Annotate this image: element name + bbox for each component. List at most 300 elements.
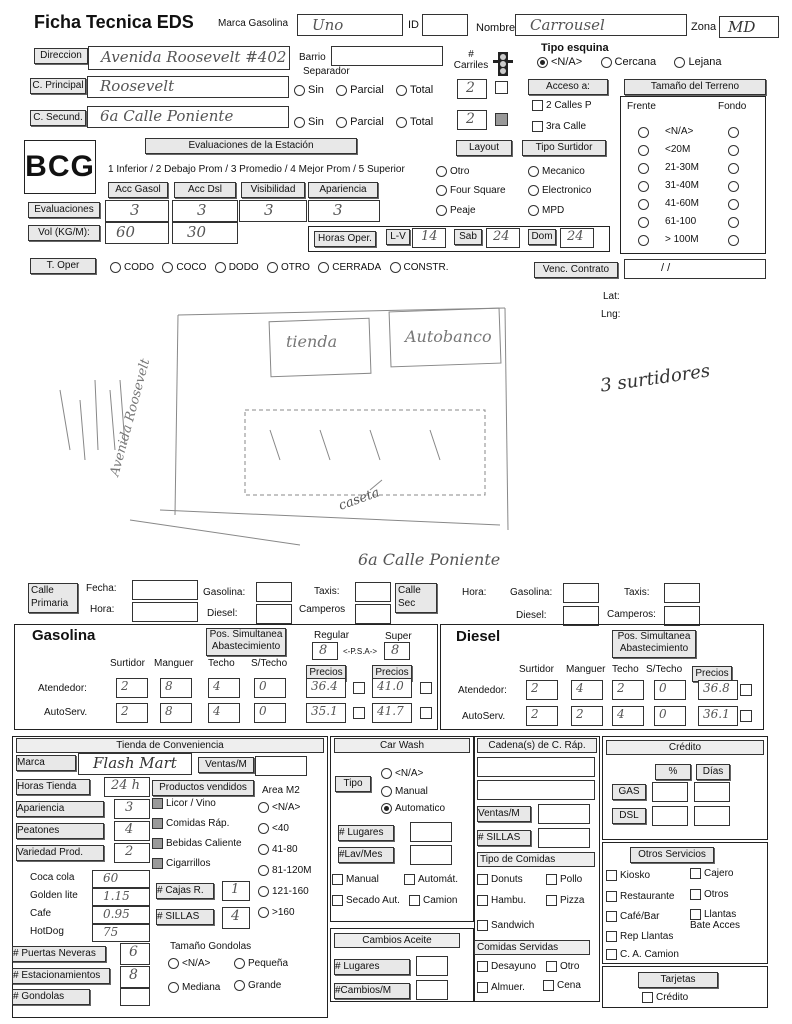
gas-cell-value: 4 xyxy=(213,679,221,693)
credito-title: Crédito xyxy=(606,740,764,755)
precio-row-value: 1.15 xyxy=(103,889,130,903)
gond-na[interactable] xyxy=(168,958,210,969)
producto-item[interactable] xyxy=(152,838,242,849)
servida-cena[interactable] xyxy=(543,980,581,991)
acceso-2calles: 2 Calles P xyxy=(546,100,592,112)
layout-label: Layout xyxy=(456,140,512,156)
horas-oper-label: Horas Oper. xyxy=(314,231,376,247)
tienda-row-value: 3 xyxy=(125,800,134,815)
vol-dsl-field[interactable] xyxy=(172,222,238,244)
area-option[interactable] xyxy=(258,823,289,834)
tarjetas-title: Tarjetas xyxy=(638,972,718,988)
toper-cerrada: CERRADA xyxy=(332,262,382,274)
dsl-cell[interactable] xyxy=(526,680,558,700)
terreno-option-label: <N/A> xyxy=(665,126,694,137)
camperos-count[interactable] xyxy=(355,604,391,624)
sab-value: 24 xyxy=(493,229,510,244)
sep-total-principal: Total xyxy=(410,84,434,96)
precio-row-field[interactable] xyxy=(92,870,150,888)
servida-almuer[interactable] xyxy=(477,982,525,993)
hora-sec-label: Hora: xyxy=(462,587,487,598)
gond-na-label: <N/A> xyxy=(182,958,211,970)
marca-gasolina-field[interactable] xyxy=(297,14,403,36)
sketch-surtidores: 3 surtidores xyxy=(599,360,712,397)
sketch-tienda: tienda xyxy=(286,332,338,351)
surtidor-mpd[interactable] xyxy=(528,205,564,216)
lv-field[interactable] xyxy=(412,228,446,248)
carriles-label: # Carriles xyxy=(453,49,489,71)
fondo-radio[interactable] xyxy=(728,145,739,156)
carwash-na[interactable] xyxy=(381,768,423,779)
marca-gasolina-value: Uno xyxy=(312,16,344,34)
layout-four-square[interactable] xyxy=(436,185,506,196)
dsl-cell-value: 36.8 xyxy=(703,681,730,695)
tienda-row-field[interactable] xyxy=(114,799,150,819)
carriles-secund-field[interactable] xyxy=(457,110,487,130)
super-psa-field[interactable] xyxy=(384,642,410,660)
toper-constr: CONSTR. xyxy=(403,262,449,274)
neveras-label: # Puertas Neveras xyxy=(12,946,106,962)
cadenas-ventas-field[interactable] xyxy=(538,804,590,824)
c-secund-field[interactable] xyxy=(87,106,289,128)
layout-peaje[interactable] xyxy=(436,205,476,216)
tienda-horas-field[interactable] xyxy=(104,777,150,797)
otros-kiosko[interactable] xyxy=(606,870,650,881)
lat-label: Lat: xyxy=(603,291,620,302)
dsl-cell[interactable] xyxy=(654,680,686,700)
eval-visibilidad-value: 3 xyxy=(264,201,274,219)
producto-check[interactable] xyxy=(152,798,163,809)
dsl-cell[interactable] xyxy=(698,680,738,700)
dsl-col-surtidor: Surtidor xyxy=(519,664,555,675)
acceso-3ra: 3ra Calle xyxy=(546,121,587,133)
dsl-autoserv-label: AutoServ. xyxy=(462,711,506,722)
dsl-cell[interactable] xyxy=(571,706,603,726)
comidas-servidas-title: Comidas Servidas xyxy=(474,940,590,955)
area-radio[interactable] xyxy=(258,802,269,813)
credito-dsl-dias[interactable] xyxy=(694,806,730,826)
gas-cell[interactable] xyxy=(306,703,346,723)
fondo-radio[interactable] xyxy=(728,181,739,192)
surtidor-mecanico[interactable] xyxy=(528,166,585,177)
sep-options-principal[interactable] xyxy=(294,84,433,96)
tienda-row-field[interactable] xyxy=(114,843,150,863)
camperos-label: Camperos xyxy=(299,604,346,615)
vol-dsl-value: 30 xyxy=(187,223,207,241)
gond-grande[interactable] xyxy=(234,980,281,991)
tienda-sillas-field[interactable] xyxy=(222,907,250,929)
dsl-cell[interactable] xyxy=(526,706,558,726)
servida-desayuno[interactable] xyxy=(477,961,536,972)
gondolas-label: # Gondolas xyxy=(12,989,90,1005)
taxis-label: Taxis: xyxy=(314,586,340,597)
diesel-title: Diesel xyxy=(456,628,501,645)
frente-label: Frente xyxy=(627,101,656,112)
carwash-manual[interactable] xyxy=(381,786,428,797)
comida-donuts-label: Donuts xyxy=(491,874,523,886)
t-oper-options[interactable] xyxy=(110,262,449,273)
cadenas-sillas-label: # SILLAS xyxy=(477,830,531,846)
gas-cell[interactable] xyxy=(160,703,192,723)
cw-manual[interactable] xyxy=(332,874,379,885)
area-radio[interactable] xyxy=(258,865,269,876)
tienda-row-field[interactable] xyxy=(114,821,150,841)
cambios-field[interactable] xyxy=(416,980,448,1000)
acceso-label: Acceso a: xyxy=(528,79,608,95)
acceso-option-2[interactable] xyxy=(532,121,586,132)
precio-row-field[interactable] xyxy=(92,906,150,924)
otros-title: Otros Servicios xyxy=(630,847,714,863)
gas-cell[interactable] xyxy=(116,703,148,723)
fecha-field[interactable] xyxy=(132,580,198,600)
zona-field[interactable] xyxy=(719,16,779,38)
producto-item[interactable] xyxy=(152,798,216,809)
cw-secado-label: Secado Aut. xyxy=(346,895,400,907)
carriles-principal-field[interactable] xyxy=(457,79,487,99)
venc-contrato-field[interactable] xyxy=(624,259,766,279)
frente-radio[interactable] xyxy=(638,145,649,156)
dsl-cell[interactable] xyxy=(612,706,644,726)
id-label: ID xyxy=(408,19,419,31)
tarjetas-credito-label: Crédito xyxy=(656,992,689,1004)
credito-gas-pct[interactable] xyxy=(652,782,688,802)
fondo-radio[interactable] xyxy=(728,199,739,210)
comida-hambu-label: Hambu. xyxy=(491,895,527,907)
servida-otro[interactable] xyxy=(546,961,579,972)
comida-sandwich[interactable] xyxy=(477,920,534,931)
gas-cell-value: 36.4 xyxy=(311,679,338,693)
diesel-sec-label: Diesel: xyxy=(516,610,547,621)
carwash-lav-field[interactable] xyxy=(410,845,452,865)
surtidor-electronico-label: Electronico xyxy=(542,185,592,197)
estac-value: 8 xyxy=(129,967,138,983)
carwash-lav-label: #Lav/Mes xyxy=(338,847,394,863)
gas-atendedor-label: Atendedor: xyxy=(38,683,87,694)
direccion-field[interactable] xyxy=(88,46,290,70)
bcg-logo xyxy=(24,140,96,194)
sketch-autobanco: Autobanco xyxy=(405,327,492,346)
eval-apariencia[interactable] xyxy=(308,200,380,222)
gond-pequena[interactable] xyxy=(234,958,288,969)
area-option[interactable] xyxy=(258,844,298,855)
neveras-field[interactable] xyxy=(120,943,150,965)
dsl-precio-check[interactable] xyxy=(740,710,752,722)
area-option-label: <40 xyxy=(272,823,289,835)
gas-cell[interactable] xyxy=(254,703,286,723)
acceso-option-1[interactable] xyxy=(532,100,592,111)
gond-mediana[interactable] xyxy=(168,982,220,993)
barrio-field[interactable] xyxy=(331,46,443,66)
camperos-sec-count[interactable] xyxy=(664,606,700,626)
id-field[interactable] xyxy=(422,14,468,36)
diesel-sec-count[interactable] xyxy=(563,606,599,626)
producto-item[interactable] xyxy=(152,858,210,869)
fondo-radio[interactable] xyxy=(728,127,739,138)
gond-pequena-label: Pequeña xyxy=(248,958,289,970)
frente-radio[interactable] xyxy=(638,199,649,210)
eval-visibilidad[interactable] xyxy=(239,200,307,222)
credito-gas-label: GAS xyxy=(612,784,646,800)
frente-radio[interactable] xyxy=(638,217,649,228)
gas-cell[interactable] xyxy=(208,703,240,723)
estac-field[interactable] xyxy=(120,966,150,988)
comida-hambu[interactable] xyxy=(477,895,526,906)
tipo-comidas-title: Tipo de Comidas xyxy=(477,852,595,867)
gond-grande-label: Grande xyxy=(248,980,282,992)
fondo-radio[interactable] xyxy=(728,163,739,174)
tienda-marca-label: Marca xyxy=(16,755,76,771)
dsl-cell[interactable] xyxy=(612,680,644,700)
dsl-atendedor-label: Atendedor: xyxy=(458,685,507,696)
gas-precios-regular-label: Precios xyxy=(306,665,346,681)
dsl-cell[interactable] xyxy=(698,706,738,726)
frente-radio[interactable] xyxy=(638,235,649,246)
credito-gas-dias[interactable] xyxy=(694,782,730,802)
c-principal-field[interactable] xyxy=(87,76,289,98)
surtidor-electronico[interactable] xyxy=(528,185,591,196)
layout-otro[interactable] xyxy=(436,166,469,177)
esquina-na: <N/A> xyxy=(551,56,583,68)
gas-cell[interactable] xyxy=(372,678,412,698)
dom-field[interactable] xyxy=(560,228,594,248)
terreno-option-label: 31-40M xyxy=(665,180,699,191)
otros-llantas-label: Llantas Bate Acces xyxy=(690,909,741,932)
cw-secado[interactable] xyxy=(332,895,400,906)
dsl-cell-value: 0 xyxy=(659,707,667,721)
dsl-cell-value: 4 xyxy=(617,707,625,721)
regular-label: Regular xyxy=(314,630,350,641)
nombre-field[interactable] xyxy=(515,14,687,36)
otros-cajero[interactable] xyxy=(690,868,733,879)
tipo-esquina-label: Tipo esquina xyxy=(541,42,609,54)
comida-donuts[interactable] xyxy=(477,874,523,885)
vol-gas-value: 60 xyxy=(116,223,136,241)
producto-check[interactable] xyxy=(152,818,163,829)
terreno-option-label: > 100M xyxy=(665,234,699,245)
area-option[interactable] xyxy=(258,802,300,813)
gas-precios-super-label: Precios xyxy=(372,665,412,681)
fondo-radio[interactable] xyxy=(728,217,739,228)
gas-col-manguer: Manguer xyxy=(154,658,194,669)
gas-super-check[interactable] xyxy=(420,682,432,694)
producto-label: Cigarrillos xyxy=(166,858,211,870)
direccion-label: Direccion xyxy=(34,48,88,64)
layout-peaje-label: Peaje xyxy=(450,205,476,217)
esquina-cercana: Cercana xyxy=(614,56,657,68)
gondolas-field[interactable] xyxy=(120,988,150,1006)
carriles-principal-check[interactable] xyxy=(495,81,508,94)
otros-cajero-label: Cajero xyxy=(704,868,734,880)
tienda-ventas-field[interactable] xyxy=(255,756,307,776)
otros-restaurante-label: Restaurante xyxy=(620,891,675,903)
precio-row-value: 60 xyxy=(103,871,119,885)
precio-row-field[interactable] xyxy=(92,924,150,942)
tipo-esquina-options[interactable] xyxy=(537,56,722,68)
otros-rep-llantas[interactable] xyxy=(606,931,673,942)
otros-llantas[interactable] xyxy=(690,909,746,931)
tienda-ventas-label: Ventas/M xyxy=(198,757,254,773)
precio-row-field[interactable] xyxy=(92,888,150,906)
otros-cafe[interactable] xyxy=(606,911,659,922)
diesel-count[interactable] xyxy=(256,604,292,624)
gas-cell-value: 0 xyxy=(259,679,267,693)
comida-pollo[interactable] xyxy=(546,874,582,885)
taxis-count[interactable] xyxy=(355,582,391,602)
cw-camion[interactable] xyxy=(409,895,457,906)
servida-cena-label: Cena xyxy=(557,980,581,992)
toper-dodo: DODO xyxy=(228,262,259,274)
producto-check[interactable] xyxy=(152,838,163,849)
gas-cell-value: 8 xyxy=(165,704,173,718)
traffic-light-icon xyxy=(493,52,513,76)
dsl-cell[interactable] xyxy=(654,706,686,726)
otros-restaurante[interactable] xyxy=(606,891,674,902)
gas-regular-check[interactable] xyxy=(353,682,365,694)
tienda-row-value: 4 xyxy=(125,822,134,837)
gas-cell[interactable] xyxy=(116,678,148,698)
dsl-cell-value: 2 xyxy=(576,707,584,721)
eval-acc-gasol[interactable] xyxy=(105,200,169,222)
gas-regular-check[interactable] xyxy=(353,707,365,719)
gas-col-stecho: S/Techo xyxy=(251,658,288,669)
otros-otros[interactable] xyxy=(690,889,728,900)
dsl-cell-value: 0 xyxy=(659,681,667,695)
producto-label: Licor / Vino xyxy=(166,798,216,810)
cadena-field-2[interactable] xyxy=(477,780,595,800)
col-visibilidad: Visibilidad xyxy=(241,182,305,198)
sketch-calle: 6a Calle Poniente xyxy=(358,550,501,569)
camperos-sec-label: Camperos: xyxy=(607,609,656,620)
area-radio[interactable] xyxy=(258,907,269,918)
sep-parcial-principal: Parcial xyxy=(350,84,384,96)
cambios-label: #Cambios/M xyxy=(334,983,410,999)
otros-otros-label: Otros xyxy=(704,889,729,901)
frente-radio[interactable] xyxy=(638,163,649,174)
otros-kiosko-label: Kiosko xyxy=(620,870,651,882)
comida-pollo-label: Pollo xyxy=(560,874,583,886)
area-option[interactable] xyxy=(258,886,309,897)
gas-cell[interactable] xyxy=(208,678,240,698)
nombre-value: Carrousel xyxy=(530,16,605,34)
comida-sandwich-label: Sandwich xyxy=(491,920,535,932)
carriles-secund-value: 2 xyxy=(466,111,475,127)
esquina-lejana: Lejana xyxy=(688,56,722,68)
terreno-option-label: <20M xyxy=(665,144,691,155)
eval-acc-dsl[interactable] xyxy=(172,200,238,222)
area-option[interactable] xyxy=(258,907,295,918)
toper-codo: CODO xyxy=(124,262,154,274)
dsl-cell-value: 36.1 xyxy=(703,707,730,721)
fondo-radio[interactable] xyxy=(728,235,739,246)
gasolina-sec-count[interactable] xyxy=(563,583,599,603)
producto-item[interactable] xyxy=(152,818,229,829)
gasolina-count[interactable] xyxy=(256,582,292,602)
layout-otro-label: Otro xyxy=(450,166,470,178)
tienda-marca-field[interactable] xyxy=(78,753,192,775)
venc-contrato-value: / / xyxy=(661,262,671,274)
otros-camion[interactable] xyxy=(606,949,679,960)
cadenas-sillas-field[interactable] xyxy=(538,828,590,848)
c-secund-value: 6a Calle Poniente xyxy=(100,107,234,125)
carwash-lugares-label: # Lugares xyxy=(338,825,394,841)
gas-cell[interactable] xyxy=(306,678,346,698)
gasolina-sec-label: Gasolina: xyxy=(510,587,553,598)
otros-cafe-label: Café/Bar xyxy=(620,911,660,923)
area-radio[interactable] xyxy=(258,886,269,897)
gas-cell[interactable] xyxy=(254,678,286,698)
tienda-row-label: Apariencia xyxy=(16,801,104,817)
area-radio[interactable] xyxy=(258,844,269,855)
area-option-label: >160 xyxy=(272,907,295,919)
cadena-field-1[interactable] xyxy=(477,757,595,777)
lng-label: Lng: xyxy=(601,309,621,320)
frente-radio[interactable] xyxy=(638,181,649,192)
tienda-title: Tienda de Conveniencia xyxy=(16,738,324,753)
taxis-sec-count[interactable] xyxy=(664,583,700,603)
gas-cell[interactable] xyxy=(372,703,412,723)
dsl-cell[interactable] xyxy=(571,680,603,700)
col-acc-gasol: Acc Gasol xyxy=(108,182,168,198)
sab-field[interactable] xyxy=(486,228,520,248)
sep-options-secund[interactable] xyxy=(294,116,433,128)
sketch-caseta: caseta xyxy=(336,485,382,514)
area-radio[interactable] xyxy=(258,823,269,834)
vol-gas-field[interactable] xyxy=(105,222,169,244)
gas-cell-value: 41.7 xyxy=(377,704,404,718)
area-option-label: 121-160 xyxy=(272,886,309,898)
cambios-lugares-field[interactable] xyxy=(416,956,448,976)
carriles-secund-check[interactable] xyxy=(495,113,508,126)
area-option-label: 81-120M xyxy=(272,865,312,877)
terreno-label: Tamaño del Terreno xyxy=(624,79,766,95)
hora-field[interactable] xyxy=(132,602,198,622)
producto-check[interactable] xyxy=(152,858,163,869)
credito-dsl-pct[interactable] xyxy=(652,806,688,826)
gas-cell[interactable] xyxy=(160,678,192,698)
cadenas-title: Cadena(s) de C. Ráp. xyxy=(477,738,597,753)
gas-super-check[interactable] xyxy=(420,707,432,719)
fecha-label: Fecha: xyxy=(86,583,117,594)
terreno-option-label: 21-30M xyxy=(665,162,699,173)
gas-col-surtidor: Surtidor xyxy=(110,658,146,669)
area-option[interactable] xyxy=(258,865,311,876)
tarjetas-credito[interactable] xyxy=(642,992,688,1003)
gas-cell-value: 0 xyxy=(259,704,267,718)
hora-label: Hora: xyxy=(90,604,115,615)
fondo-label: Fondo xyxy=(718,101,747,112)
separador-label: Separador xyxy=(303,66,350,77)
frente-radio[interactable] xyxy=(638,127,649,138)
page-title: Ficha Tecnica EDS xyxy=(34,12,194,32)
carwash-automatico[interactable] xyxy=(381,803,445,814)
comida-pizza[interactable] xyxy=(546,895,584,906)
c-principal-label: C. Principal xyxy=(30,78,86,94)
terreno-box xyxy=(620,96,766,254)
cajas-field[interactable] xyxy=(222,881,250,901)
carwash-lugares-field[interactable] xyxy=(410,822,452,842)
cajas-label: # Cajas R. xyxy=(156,883,214,899)
carwash-manual-label: Manual xyxy=(395,786,428,798)
regular-psa-field[interactable] xyxy=(312,642,338,660)
gas-cell-value: 2 xyxy=(121,679,129,693)
col-acc-dsl: Acc Dsl xyxy=(174,182,236,198)
cw-automat-label: Automát. xyxy=(418,874,459,886)
terreno-option-label: 41-60M xyxy=(665,198,699,209)
gas-cell-value: 2 xyxy=(121,704,129,718)
dsl-precio-check[interactable] xyxy=(740,684,752,696)
cajas-value: 1 xyxy=(231,882,240,897)
cw-automat[interactable] xyxy=(404,874,458,885)
